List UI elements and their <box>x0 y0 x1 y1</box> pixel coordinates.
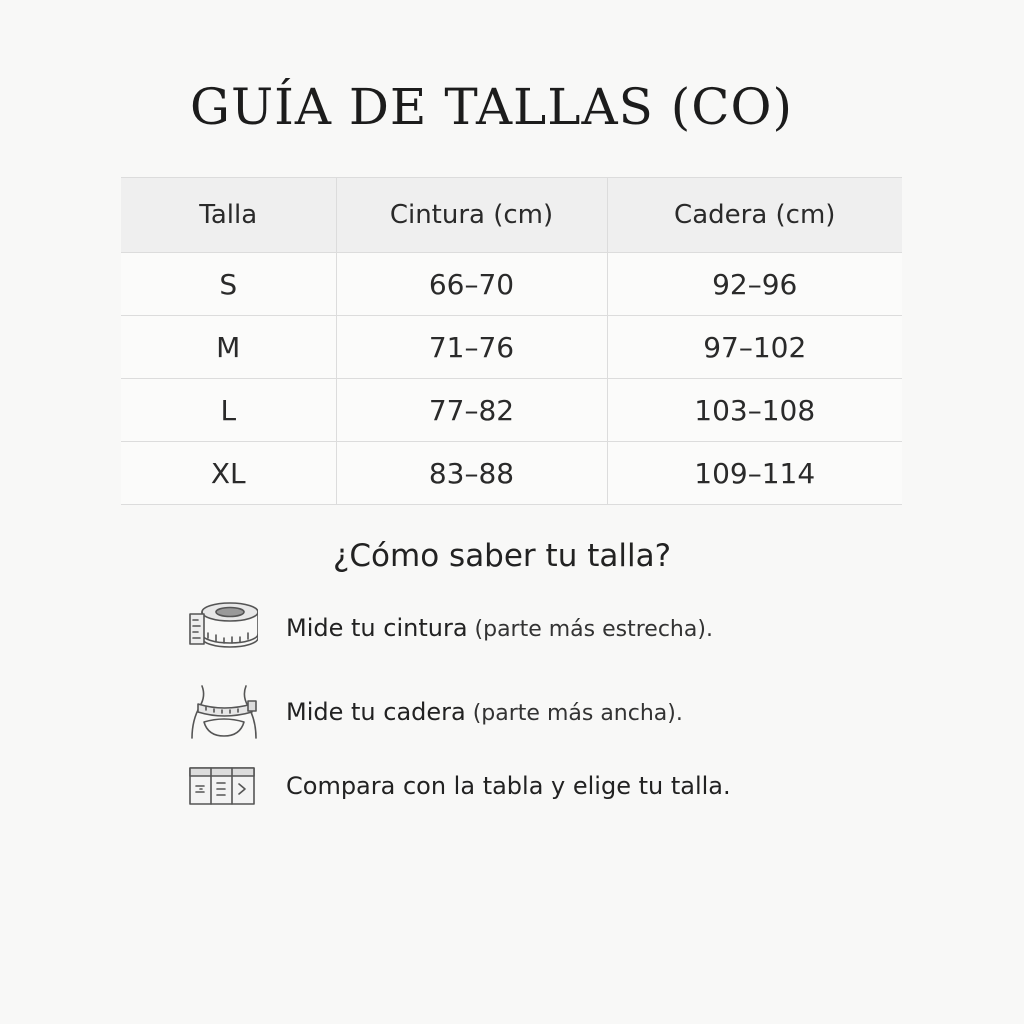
table-row <box>121 442 902 505</box>
header-talla: Talla <box>121 178 336 253</box>
step-text: Compara con la tabla y elige tu talla. <box>286 772 731 800</box>
cell-hip: 109–114 <box>607 442 902 505</box>
header-cadera: Cadera (cm) <box>607 178 902 253</box>
cell-waist: 83–88 <box>336 442 607 505</box>
table-row <box>121 379 902 442</box>
hip-measure-icon <box>186 682 258 742</box>
step-measure-hip <box>186 682 826 742</box>
table-header-row <box>121 178 902 253</box>
cell-hip: 97–102 <box>607 316 902 379</box>
cell-size: M <box>121 316 336 379</box>
step-compare-table <box>186 756 826 816</box>
cell-waist: 66–70 <box>336 253 607 316</box>
table-row <box>121 253 902 316</box>
page-title: GUÍA DE TALLAS (CO) <box>190 78 793 136</box>
cell-hip: 92–96 <box>607 253 902 316</box>
header-cintura: Cintura (cm) <box>336 178 607 253</box>
cell-size: S <box>121 253 336 316</box>
cell-hip: 103–108 <box>607 379 902 442</box>
size-table-icon <box>186 756 258 816</box>
cell-waist: 77–82 <box>336 379 607 442</box>
cell-waist: 71–76 <box>336 316 607 379</box>
measuring-tape-icon <box>186 598 258 658</box>
cell-size: L <box>121 379 336 442</box>
size-table <box>121 177 902 505</box>
howto-title: ¿Cómo saber tu talla? <box>332 538 672 574</box>
table-row <box>121 316 902 379</box>
step-text: Mide tu cadera (parte más ancha). <box>286 698 683 726</box>
cell-size: XL <box>121 442 336 505</box>
step-measure-waist <box>186 598 826 658</box>
step-text: Mide tu cintura (parte más estrecha). <box>286 614 713 642</box>
